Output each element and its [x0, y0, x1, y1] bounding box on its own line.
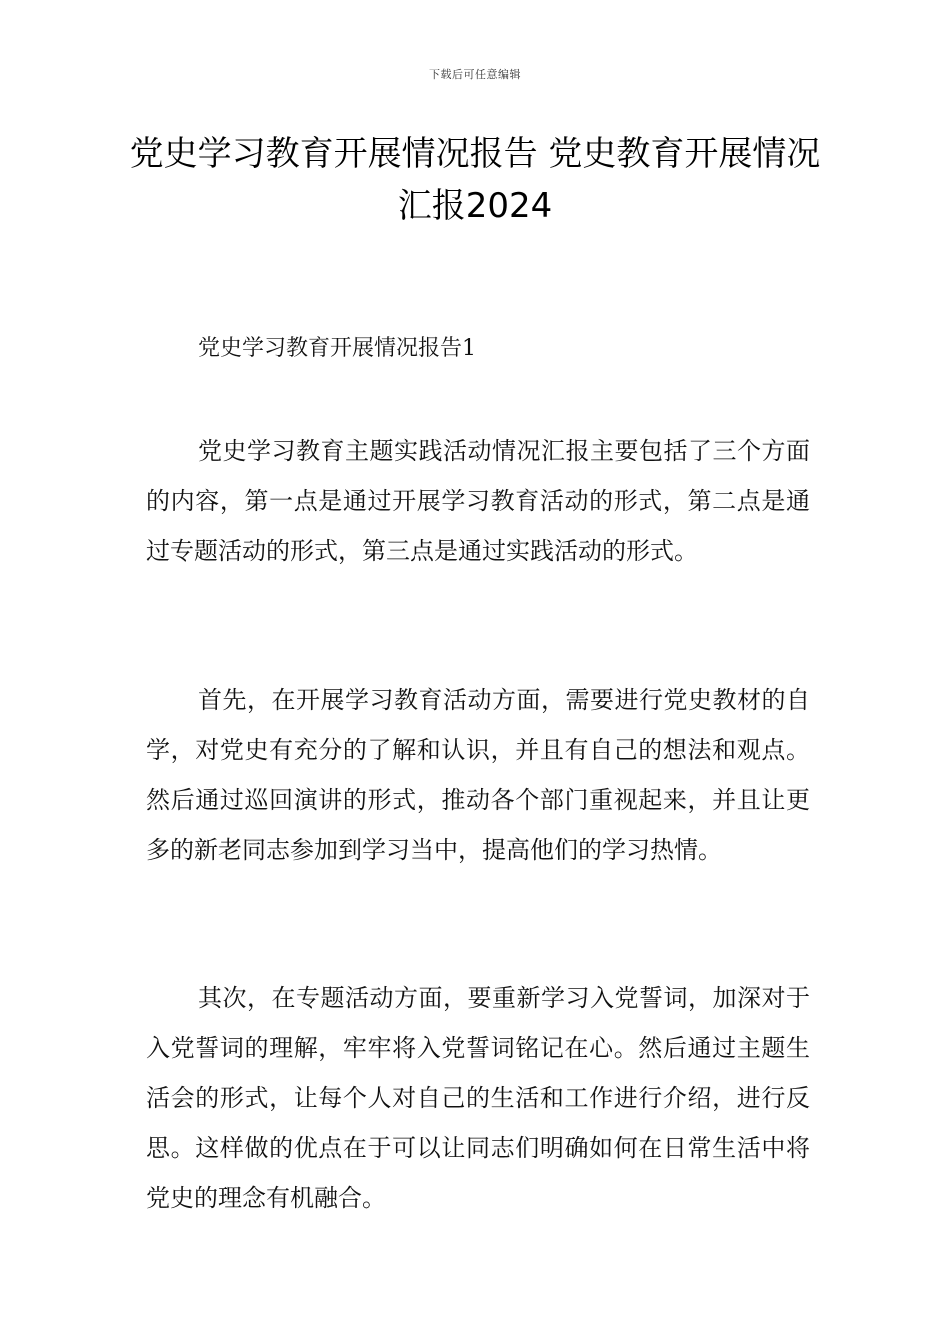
header-note: 下载后可任意编辑: [429, 68, 521, 81]
section-heading: 党史学习教育开展情况报告1: [198, 336, 476, 361]
paragraph-3: 其次，在专题活动方面，要重新学习入党誓词，加深对于入党誓词的理解，牢牢将入党誓词铭记在心。然后通过主题生活会的形式，让每个人对自己的生活和工作进行介绍，进行反思。这样做的优点在于可以让同志们明确如何在日常生活中将党史的理念有机融合。: [146, 984, 810, 1212]
paragraph-2: 首先，在开展学习教育活动方面，需要进行党史教材的自学，对党史有充分的了解和认识，并且有自己的想法和观点。然后通过巡回演讲的形式，推动各个部门重视起来，并且让更多的新老同志参加到学习当中，提高他们的学习热情。: [146, 686, 810, 864]
paragraph-1: 党史学习教育主题实践活动情况汇报主要包括了三个方面的内容，第一点是通过开展学习教育活动的形式，第二点是通过专题活动的形式，第三点是通过实践活动的形式。: [146, 437, 810, 565]
document-title: 党史学习教育开展情况报告 党史教育开展情况汇报2024: [129, 134, 821, 226]
